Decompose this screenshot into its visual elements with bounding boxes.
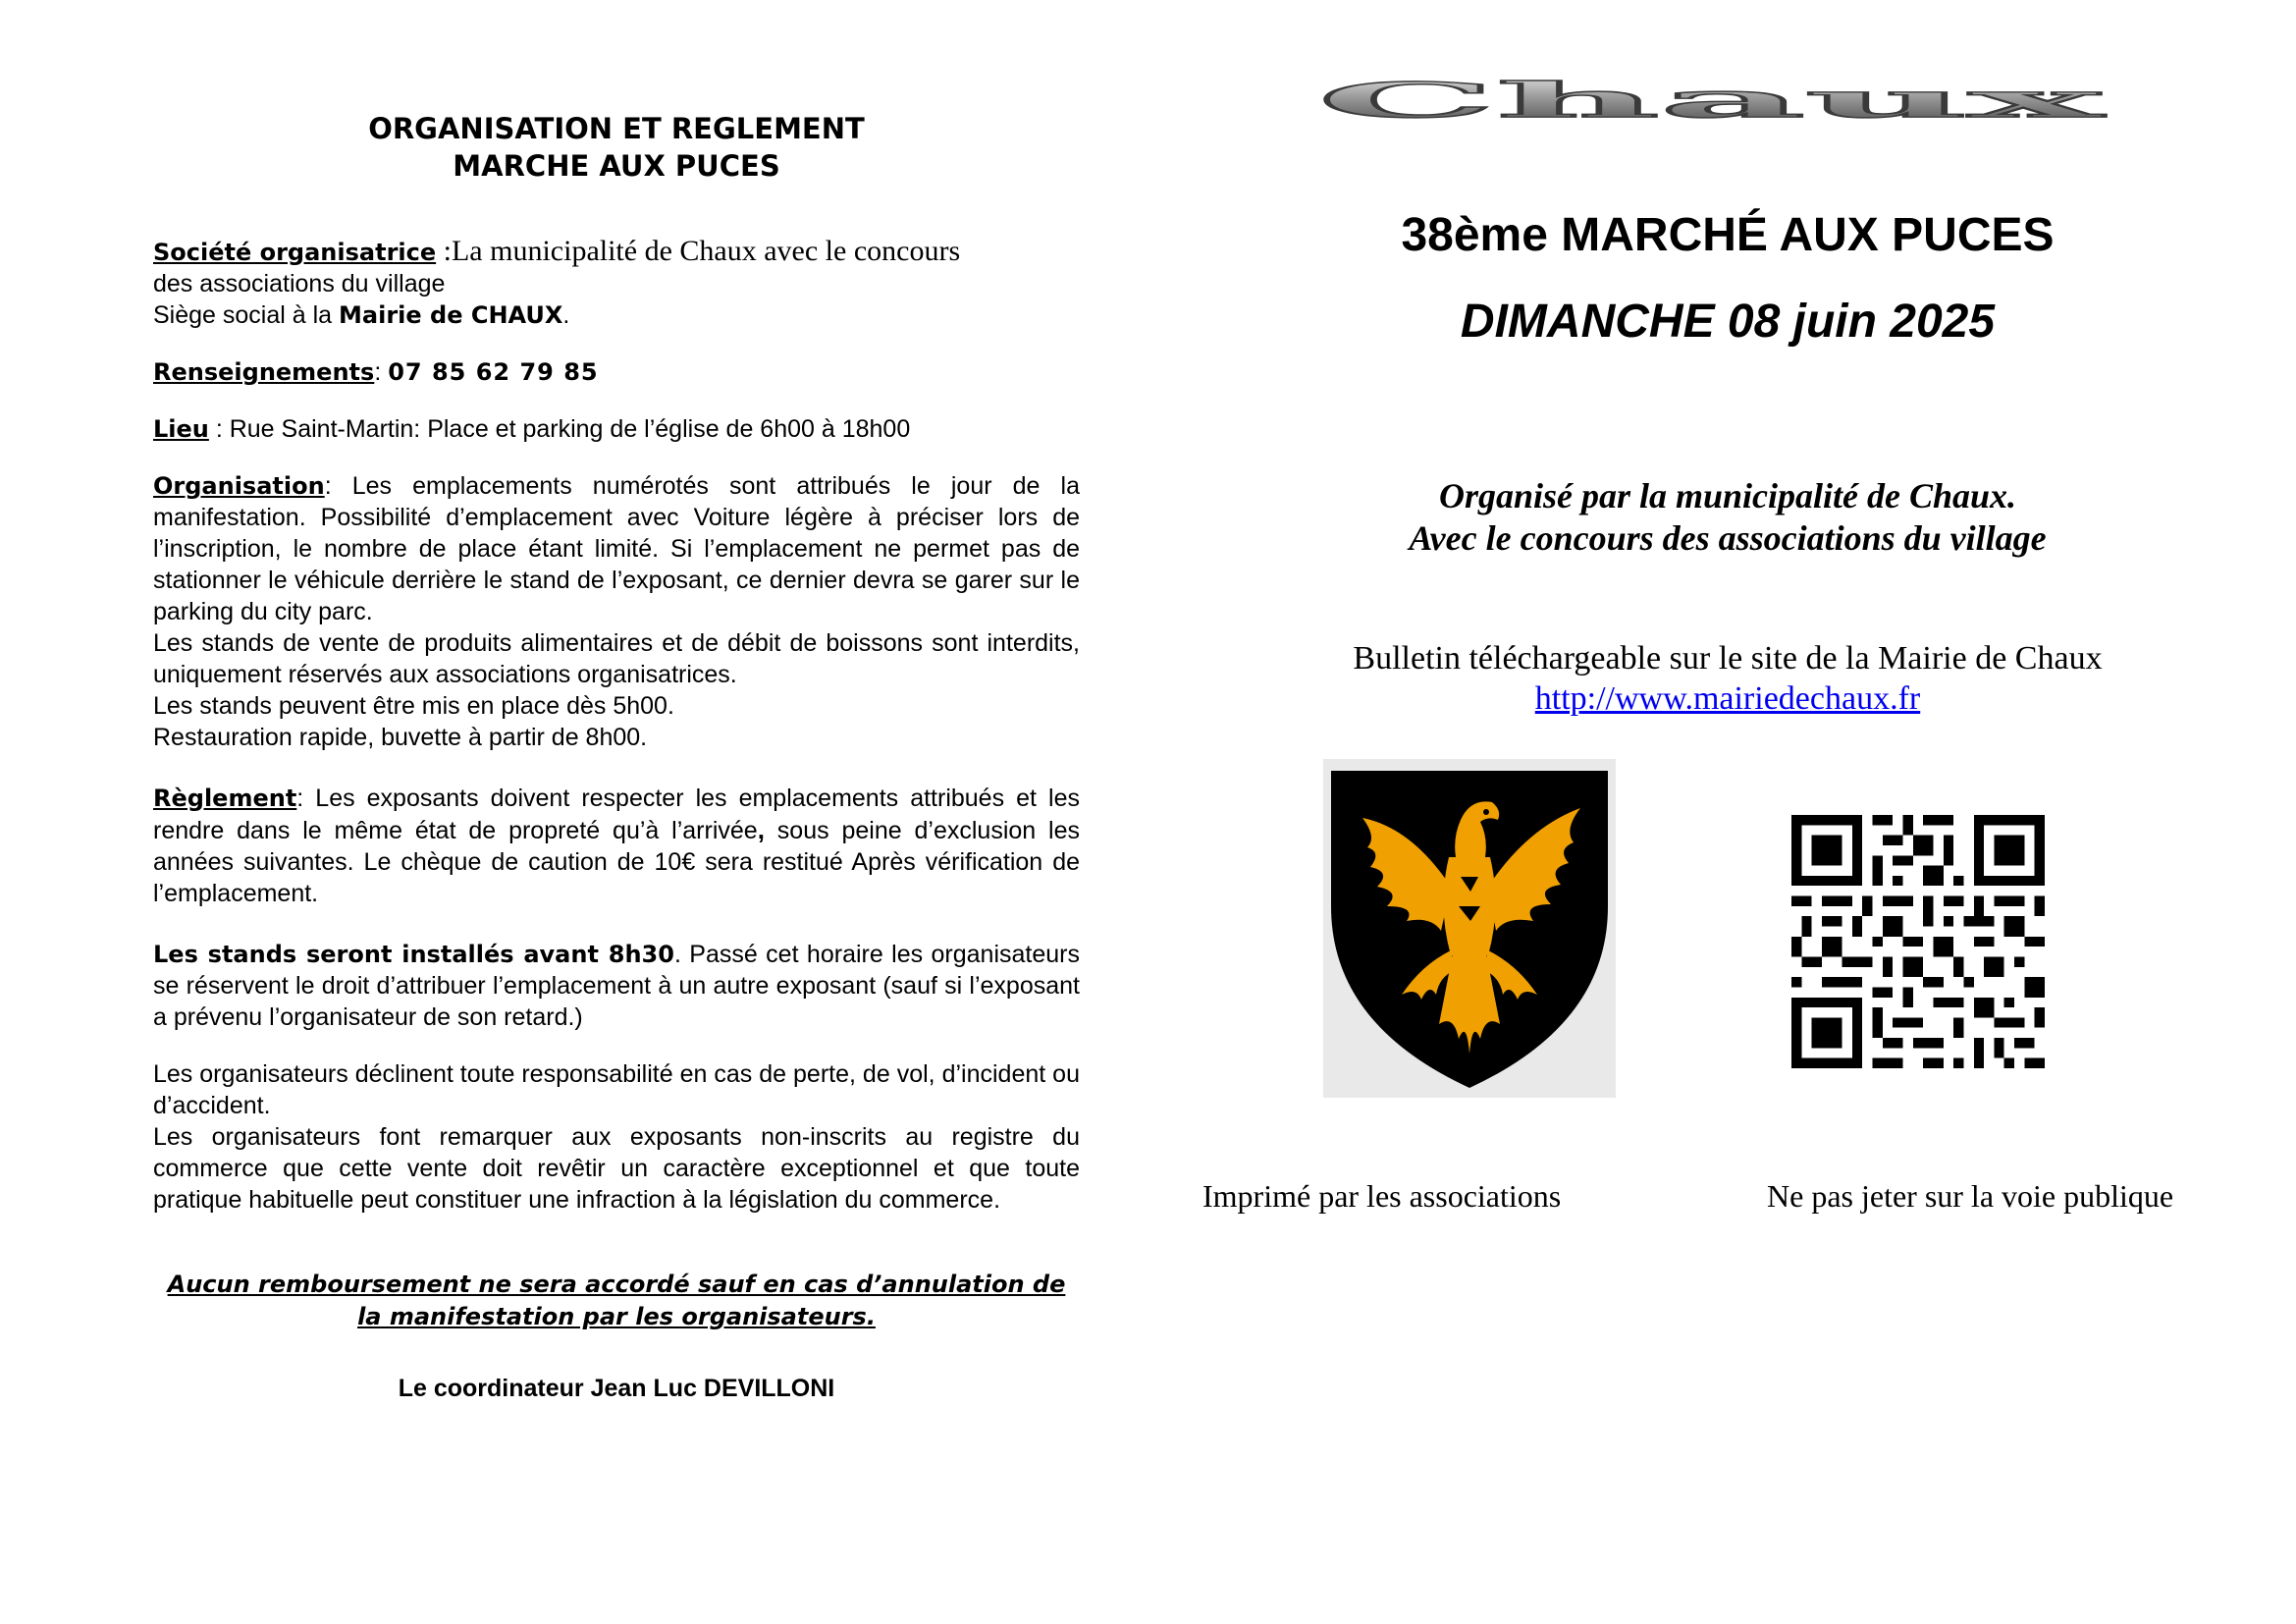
title-line-1: ORGANISATION ET REGLEMENT — [368, 112, 865, 145]
societe-sep: : — [436, 235, 452, 267]
organisation-text: : Les emplacements numérotés sont attribués le jour de la manifestation. Possibilité d’emplacement avec Voiture légère à préciser lors de l’inscription, le nombre de place étant limité. Si l’emplacement ne permet pas de stationner le véhicule derrière le stand de l’exposant, ce dernier devra se garer sur le parking du city parc. — [153, 472, 1080, 625]
event-date: DIMANCHE 08 juin 2025 — [1460, 296, 1996, 348]
printed-by-note: Imprimé par les associations — [1202, 1178, 1562, 1214]
chaux-wordart-title — [1310, 77, 2110, 145]
lieu-text: : Rue Saint-Martin: Place et parking de l’église de 6h00 à 18h00 — [208, 415, 911, 443]
reglement-section — [153, 783, 1080, 909]
organisation-section — [153, 470, 1080, 753]
organizer-line-2: Avec le concours des associations du village — [1409, 518, 2047, 558]
renseignements-section — [153, 356, 1080, 388]
no-refund-notice: Aucun remboursement ne sera accordé sauf en cas d’annulation de la manifestation par les organisateurs. — [167, 1271, 1066, 1330]
stands-text: . Passé cet horaire les organisateurs se réservent le droit d’attribuer l’emplacement à un autre exposant (sauf si l’exposant a prévenu l’organisateur de son retard.) — [153, 941, 1080, 1031]
societe-text-line2: des associations du village — [153, 270, 446, 298]
edition-title: 38ème MARCHÉ AUX PUCES — [1401, 209, 2055, 261]
responsabilite-text: Les organisateurs déclinent toute responsabilité en cas de perte, de vol, d’incident ou d’accident. — [153, 1060, 1080, 1119]
reglement-text-b: sous peine d’exclusion les années suivantes. Le chèque de caution de 10€ sera restitué Après vérification de l’emplacement. — [153, 817, 1080, 907]
rules-column — [153, 110, 1080, 1429]
organizer-statement — [1198, 475, 2258, 560]
responsabilite-section — [153, 1058, 1080, 1216]
organisation-label: Organisation — [153, 472, 325, 500]
do-not-litter-note: Ne pas jeter sur la voie publique — [1767, 1178, 2174, 1214]
organisation-line3: Les stands peuvent être mis en place dès 5h00. — [153, 692, 674, 720]
organizer-line-1: Organisé par la municipalité de Chaux. — [1438, 476, 2017, 515]
lieu-section — [153, 413, 1080, 445]
siege-prefix: Siège social à la — [153, 301, 340, 329]
renseignements-label: Renseignements — [153, 358, 375, 386]
title-line-2: MARCHE AUX PUCES — [453, 149, 780, 183]
document-title — [153, 110, 1080, 185]
lieu-label: Lieu — [153, 415, 209, 443]
renseignements-sep: : — [374, 358, 389, 386]
svg-text:Chaux: Chaux — [1317, 77, 2106, 129]
eagle-coat-of-arms-icon — [1323, 759, 1616, 1098]
registre-text: Les organisateurs font remarquer aux exposants non-inscrits au registre du commerce que cette vente doit revêtir un caractère exceptionnel et que toute pratique habituelle peut constituer une infraction à la législation du commerce. — [153, 1123, 1080, 1214]
reglement-comma: , — [757, 815, 765, 844]
societe-section — [153, 236, 1080, 331]
stands-section — [153, 939, 1080, 1033]
mairie-website-link[interactable]: http://www.mairiedechaux.fr — [1534, 680, 1921, 717]
stands-bold: Les stands seront installés avant 8h30 — [153, 941, 674, 968]
phone-number: 07 85 62 79 85 — [388, 358, 599, 386]
coordinator-signature: Le coordinateur Jean Luc DEVILLONI — [398, 1375, 835, 1402]
bulletin-text: Bulletin téléchargeable sur le site de la Mairie de Chaux — [1353, 640, 2103, 677]
societe-text: La municipalité de Chaux avec le concours — [451, 235, 961, 267]
societe-label: Société organisatrice — [153, 239, 437, 266]
bulletin-info — [1198, 638, 2258, 719]
organisation-line2: Les stands de vente de produits alimentaires et de débit de boissons sont interdits, uniquement réservés aux associations organisatrices. — [153, 629, 1080, 688]
organisation-line4: Restauration rapide, buvette à partir de 8h00. — [153, 724, 648, 751]
siege-bold: Mairie de CHAUX — [339, 301, 563, 329]
siege-suffix: . — [562, 301, 570, 329]
reglement-label: Règlement — [153, 785, 297, 812]
reglement-text-a: : Les exposants doivent respecter les emplacements attribués et les rendre dans le même état de propreté qu’à l’arrivée — [153, 785, 1080, 844]
qr-code-icon — [1791, 815, 2045, 1068]
